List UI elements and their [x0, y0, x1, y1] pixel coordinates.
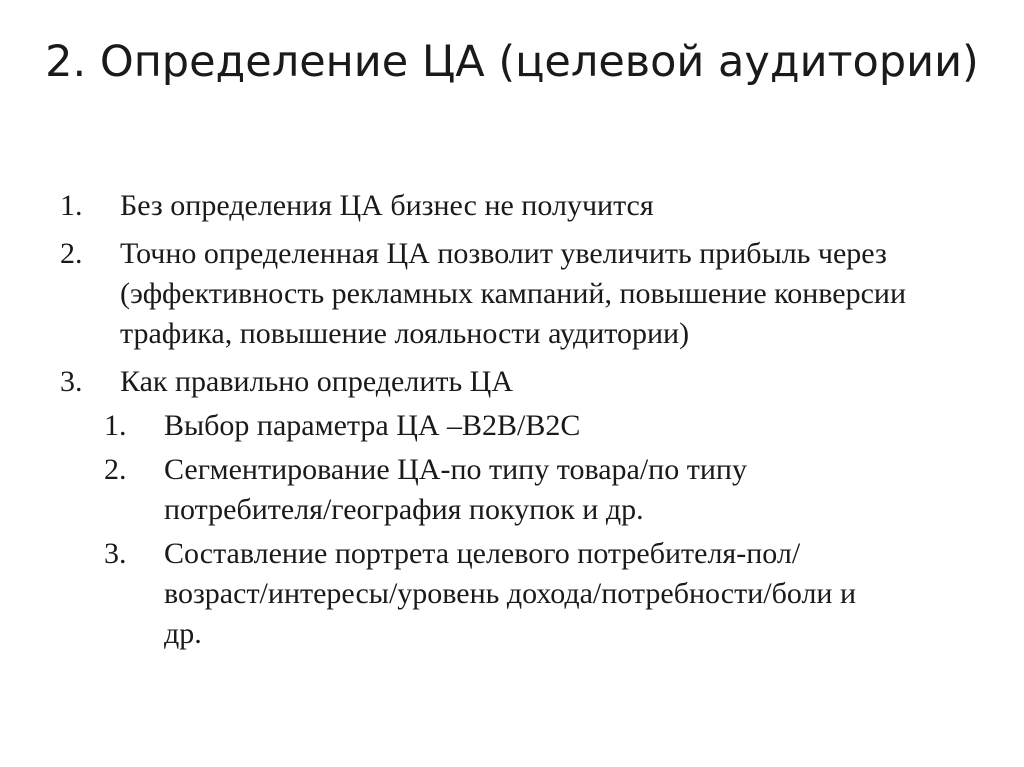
sub-item-3-3-text: Составление портрета целевого потребителя-пол/возраст/интересы/уровень дохода/потребности/боли и др.: [164, 537, 857, 650]
sub-item-3-1-text: Выбор параметра ЦА –B2B/B2C: [164, 409, 581, 442]
sub-item-3-2-text: Сегментирование ЦА-по типу товара/по типу потребителя/география покупок и др.: [164, 453, 747, 526]
list-item-2-text: Точно определенная ЦА позволит увеличить прибыль через (эффективность рекламных кампаний, повышение конверсии трафика, повышение лояльности аудитории): [120, 237, 907, 350]
list-item-3-number: 3.: [60, 365, 83, 398]
list-item-1-text: Без определения ЦА бизнес не получится: [120, 189, 654, 222]
sub-item-3-1: [60, 406, 990, 446]
sub-item-3-1-number: 1.: [104, 409, 127, 442]
list-item-2-number: 2.: [60, 237, 83, 270]
list-item-3: [60, 362, 990, 402]
sub-item-3-3: [60, 534, 864, 654]
slide-title: 2. Определение ЦА (целевой аудитории): [45, 37, 979, 87]
list-item-2: [60, 234, 990, 354]
slide-body: [60, 186, 990, 654]
sub-item-3-2: [60, 450, 864, 530]
sub-item-3-3-number: 3.: [104, 537, 127, 570]
list-item-1-number: 1.: [60, 189, 83, 222]
list-item-3-text: Как правильно определить ЦА: [120, 365, 514, 398]
sub-item-3-2-number: 2.: [104, 453, 127, 486]
list-item-1: [60, 186, 990, 226]
